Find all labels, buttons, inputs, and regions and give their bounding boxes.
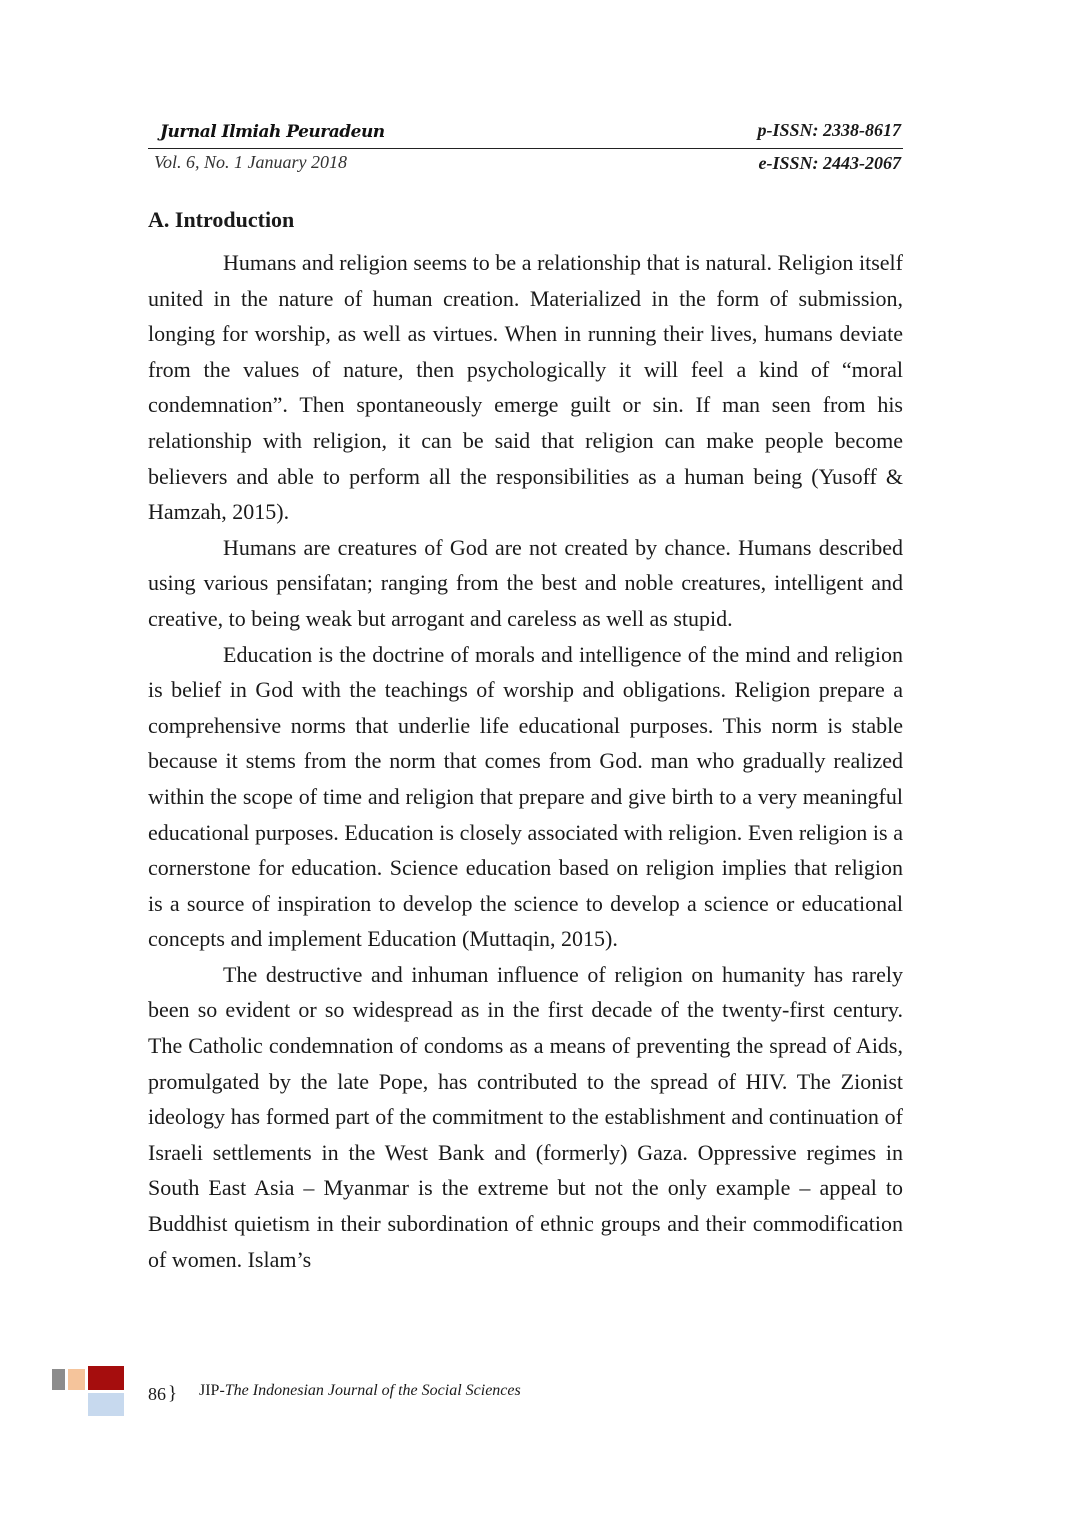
page-number: 86 [148,1384,166,1404]
footer-journal-name: The Indonesian Journal of the Social Sciences [224,1382,521,1399]
e-issn: e-ISSN: 2443-2067 [758,153,901,173]
paragraph-2: Humans are creatures of God are not created by chance. Humans described using various pensifatan; ranging from the best and noble creatures, intelligent and creative, to being weak but arrogant and careless as well as stupid. [148,534,903,631]
paragraph-4: The destructive and inhuman influence of religion on humanity has rarely been so evident or so widespread as in the first decade of the twenty-first century. The Catholic condemnation of condoms as a means of preventing the spread of Aids, promulgated by the late Pope, has contributed to the spread of HIV. The Zionist ideology has formed part of the commitment to the establishment and continuation of Israeli settlements in the West Bank and (formerly) Gaza. Oppressive regimes in South East Asia – Myanmar is the extreme but not the only example – appeal to Buddhist quietism in their subordination of ethnic groups and their commodification of women. Islam’s [148,961,903,1272]
paragraph-3: Education is the doctrine of morals and intelligence of the mind and religion is belief in God with the teachings of worship and obligations. Religion prepare a comprehensive norms that underlie life educational purposes. This norm is stable because it stems from the norm that comes from God. man who gradually realized within the scope of time and religion that prepare and give birth to a very meaningful educational purposes. Education is closely associated with religion. Even religion is a cornerstone for education. Science education based on religion implies that religion is a source of inspiration to develop the science to develop a science or educational concepts and implement Education (Muttaqin, 2015). [148,641,903,952]
footer-journal-title [199,1382,521,1400]
footer-decor-peach [68,1369,85,1390]
page-footer [0,1366,1075,1426]
journal-name: Jurnal Ilmiah Peuradeun [160,122,385,142]
paragraph-1: Humans and religion seems to be a relationship that is natural. Religion itself united in the nature of human creation. Materialized in the form of submission, longing for worship, as well as virtues. When in running their lives, humans deviate from the values of nature, then psychologically it will feel a kind of “moral condemnation”. Then spontaneously emerge guilt or sin. If man seen from his relationship with religion, it can be said that religion can make people become believers and able to perform all the responsibilities as a human being (Yusoff & Hamzah, 2015). [148,250,903,525]
header-divider [148,148,903,149]
footer-journal-prefix: JIP- [199,1382,225,1399]
section-heading: A. Introduction [148,207,295,232]
footer-decor-gray [52,1369,65,1390]
footer-decor-blue [88,1393,124,1416]
body-text [148,245,903,1277]
footer-decor-red [88,1366,124,1390]
volume-issue: Vol. 6, No. 1 January 2018 [154,152,347,172]
page-number-brace: } [168,1383,178,1404]
p-issn: p-ISSN: 2338-8617 [757,120,901,140]
